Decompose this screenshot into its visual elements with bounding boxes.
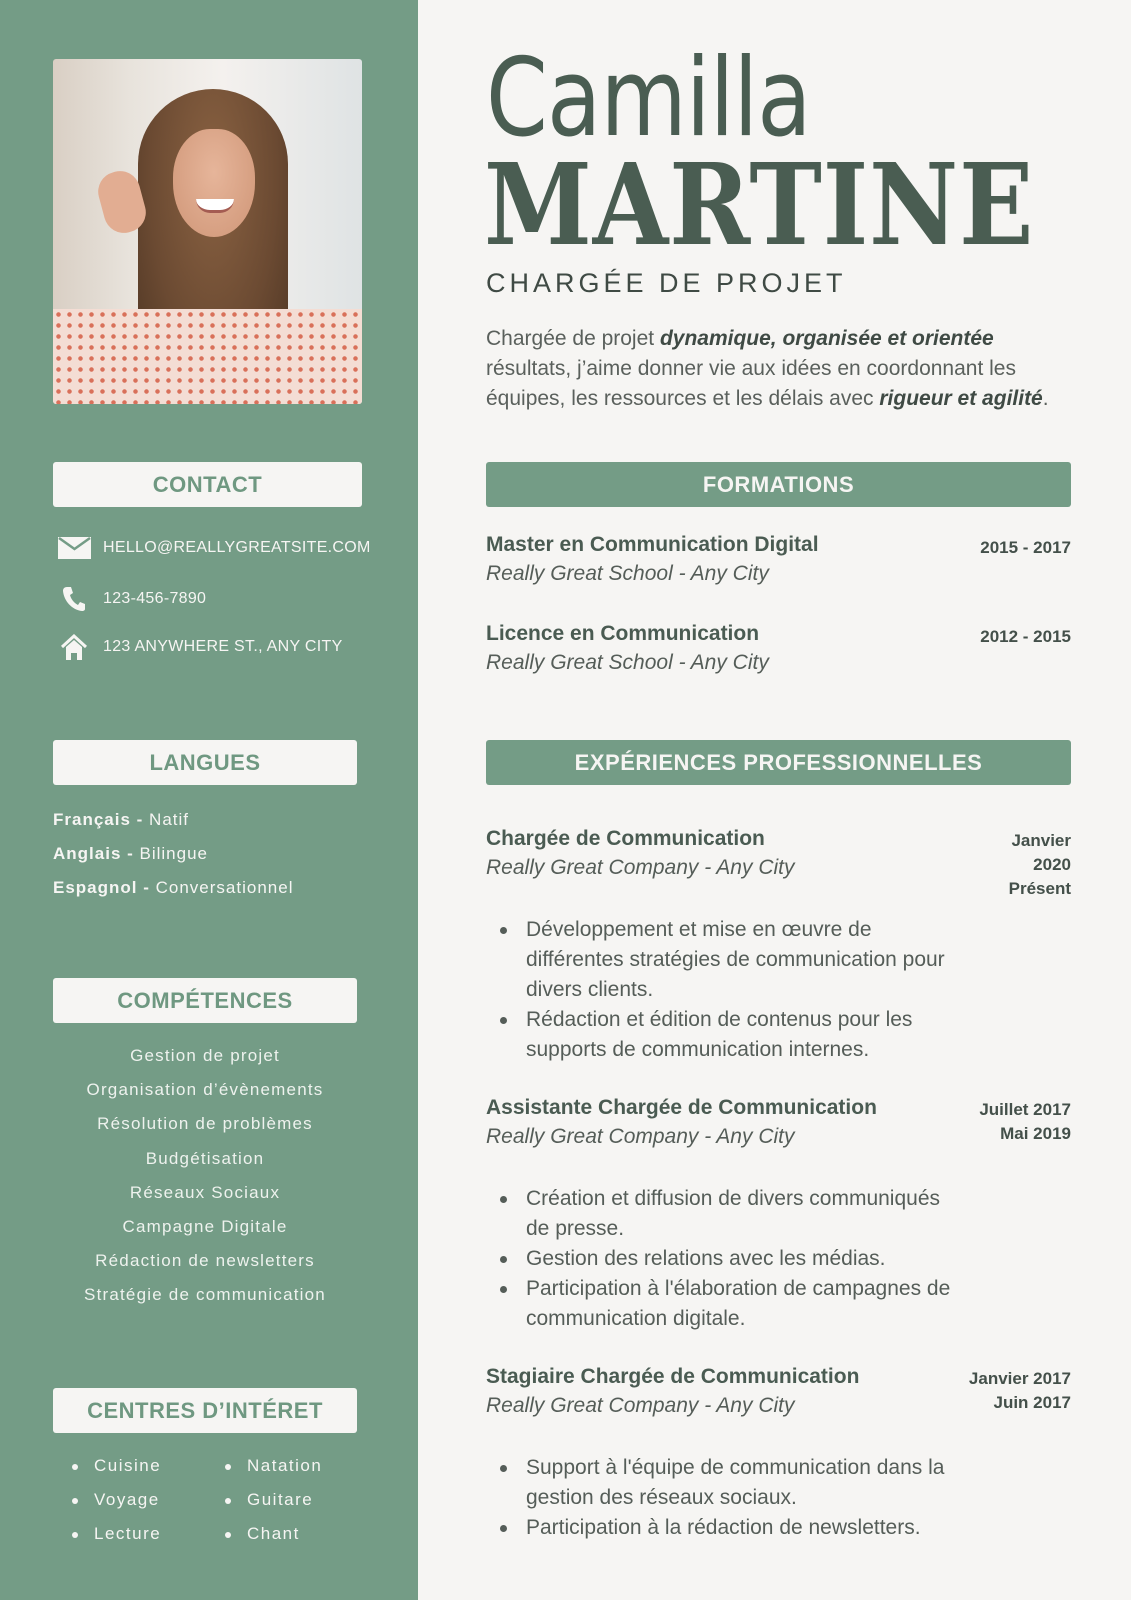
- language-name: Français: [53, 810, 131, 829]
- home-icon: [57, 634, 91, 660]
- experience-bullets: [496, 1453, 956, 1543]
- language-level: Bilingue: [139, 844, 209, 863]
- experience-bullets: [496, 1184, 956, 1334]
- skills-list: [53, 1046, 357, 1320]
- experience-company: Really Great Company - Any City: [486, 1125, 795, 1148]
- interest-item: [225, 1456, 322, 1490]
- bullet-item: Création et diffusion de divers communiqués de presse.: [496, 1184, 956, 1244]
- bullet-icon: [72, 1464, 78, 1470]
- skill-item: Campagne Digitale: [122, 1216, 288, 1236]
- experience-role: Chargée de Communication: [486, 827, 765, 850]
- education-school: Really Great School - Any City: [486, 651, 769, 674]
- language-name: Espagnol: [53, 878, 138, 897]
- experience-company: Really Great Company - Any City: [486, 856, 795, 879]
- date-line: 2020: [1033, 855, 1071, 874]
- interests-section-header: CENTRES D’INTÉRET: [53, 1388, 357, 1433]
- experience-role: Assistante Chargée de Communication: [486, 1096, 877, 1119]
- education-dates: 2015 - 2017: [980, 538, 1071, 557]
- photo-blouse-shape: [53, 309, 362, 404]
- date-line: Juin 2017: [993, 1393, 1071, 1412]
- experience-section-header: EXPÉRIENCES PROFESSIONNELLES: [486, 740, 1071, 785]
- language-item: [53, 844, 208, 864]
- language-item: [53, 810, 189, 830]
- sidebar: [0, 0, 418, 1600]
- interest-item: [72, 1490, 161, 1524]
- summary-text: .: [1042, 387, 1049, 410]
- education-dates: 2012 - 2015: [980, 627, 1071, 646]
- bullet-icon: [72, 1532, 78, 1538]
- interest-item: [225, 1490, 322, 1524]
- languages-section-header: LANGUES: [53, 740, 357, 785]
- bullet-item: Support à l'équipe de communication dans la gestion des réseaux sociaux.: [496, 1453, 956, 1513]
- first-name: Camilla: [486, 36, 811, 161]
- interest-label: Natation: [247, 1456, 323, 1475]
- date-line: Présent: [1008, 879, 1071, 898]
- bullet-item: Participation à la rédaction de newsletters.: [496, 1513, 956, 1543]
- profile-summary: [486, 324, 1076, 414]
- interests-column-2: [225, 1456, 322, 1559]
- bullet-icon: [72, 1498, 78, 1504]
- date-line: Janvier 2017: [968, 1369, 1071, 1388]
- skill-item: Gestion de projet: [130, 1046, 280, 1065]
- interests-column-1: [72, 1456, 161, 1559]
- date-line: Janvier: [1011, 831, 1071, 850]
- bullet-item: Rédaction et édition de contenus pour les supports de communication internes.: [496, 1005, 956, 1065]
- language-level: Natif: [149, 810, 190, 829]
- skill-item: Réseaux Sociaux: [129, 1182, 281, 1202]
- summary-text: résultats, j’aime donner vie aux idées en coordonnant les équipes, les ressources et les délais avec: [486, 357, 1016, 410]
- language-level: Conversationnel: [155, 878, 294, 897]
- bullet-item: Gestion des relations avec les médias.: [496, 1244, 956, 1274]
- skill-item: Organisation d’évènements: [86, 1080, 324, 1100]
- skill-item: Stratégie de communication: [84, 1285, 326, 1305]
- bullet-icon: [225, 1464, 231, 1470]
- contact-address: [57, 634, 343, 660]
- education-degree: Master en Communication Digital: [486, 533, 819, 556]
- contact-section-header: CONTACT: [53, 462, 362, 507]
- experience-role: Stagiaire Chargée de Communication: [486, 1365, 860, 1388]
- contact-phone-text: 123-456-7890: [103, 590, 207, 607]
- summary-text: Chargée de projet: [486, 327, 660, 350]
- contact-email-text: HELLO@REALLYGREATSITE.COM: [103, 539, 371, 556]
- interest-label: Guitare: [247, 1490, 314, 1510]
- skill-item: Budgétisation: [145, 1148, 265, 1168]
- experience-dates: [1009, 829, 1071, 901]
- contact-address-text: 123 ANYWHERE ST., ANY CITY: [103, 638, 343, 655]
- interest-label: Cuisine: [94, 1456, 162, 1475]
- skill-item: Résolution de problèmes: [97, 1114, 313, 1134]
- skills-section-header: COMPÉTENCES: [53, 978, 357, 1023]
- education-degree: Licence en Communication: [486, 622, 760, 645]
- education-section-header: FORMATIONS: [486, 462, 1071, 507]
- summary-emphasis: dynamique, organisée et orientée: [659, 327, 994, 350]
- experience-bullets: [496, 915, 956, 1065]
- language-separator: -: [121, 844, 140, 863]
- interest-item: [72, 1456, 161, 1490]
- education-school: Really Great School - Any City: [486, 562, 769, 585]
- skill-item: Rédaction de newsletters: [95, 1251, 315, 1271]
- experience-dates: [979, 1098, 1071, 1146]
- date-line: Mai 2019: [1000, 1124, 1071, 1143]
- language-separator: -: [137, 878, 156, 897]
- contact-phone[interactable]: [57, 586, 206, 612]
- summary-emphasis: rigueur et agilité: [879, 387, 1043, 410]
- bullet-item: Participation à l'élaboration de campagnes de communication digitale.: [496, 1274, 956, 1334]
- phone-icon: [57, 586, 91, 612]
- language-separator: -: [130, 810, 150, 829]
- interest-item: [72, 1524, 161, 1558]
- last-name: MARTINE: [484, 140, 1035, 271]
- bullet-icon: [225, 1532, 231, 1538]
- date-line: Juillet 2017: [979, 1100, 1071, 1119]
- experience-company: Really Great Company - Any City: [486, 1394, 795, 1417]
- interest-label: Lecture: [94, 1524, 162, 1544]
- interest-label: Chant: [247, 1524, 300, 1544]
- language-name: Anglais: [53, 844, 122, 863]
- contact-email[interactable]: [57, 535, 371, 561]
- interest-item: [225, 1524, 322, 1558]
- experience-dates: [969, 1367, 1071, 1415]
- interest-label: Voyage: [94, 1490, 160, 1510]
- bullet-item: Développement et mise en œuvre de différentes stratégies de communication pour divers clients.: [496, 915, 956, 1005]
- profile-photo: [53, 59, 362, 404]
- bullet-icon: [225, 1498, 231, 1504]
- job-title: CHARGÉE DE PROJET: [486, 268, 847, 298]
- photo-face-shape: [173, 129, 255, 237]
- language-item: [53, 878, 293, 898]
- mail-icon: [57, 535, 91, 561]
